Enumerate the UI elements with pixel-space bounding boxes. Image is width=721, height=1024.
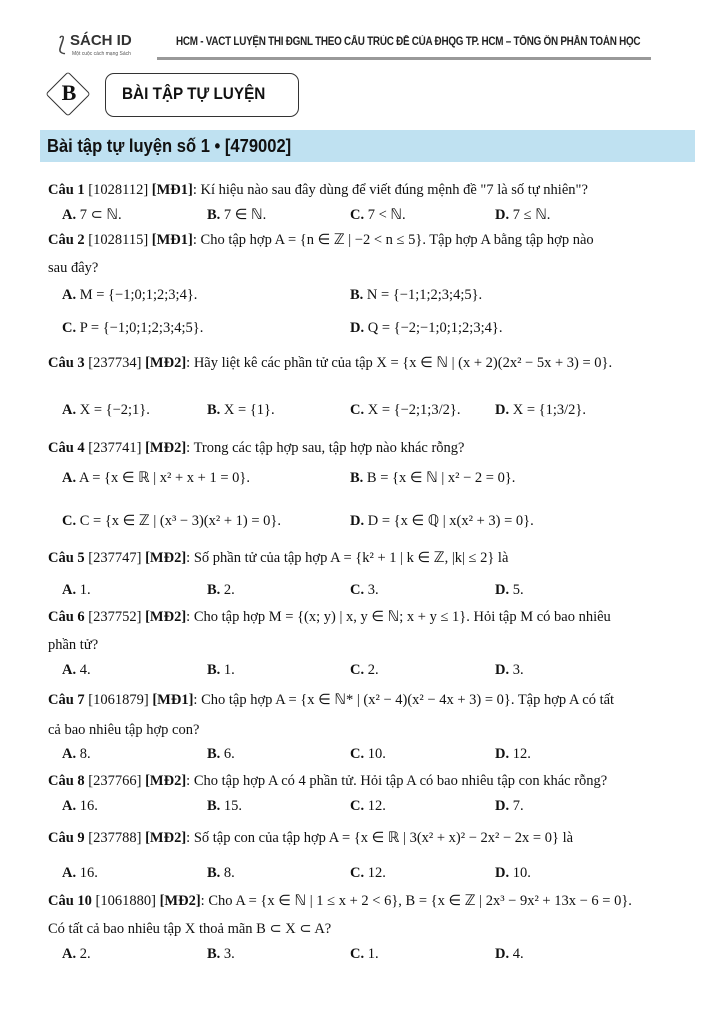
question-id: [237741] (88, 440, 142, 456)
section-title: BÀI TẬP TỰ LUYỆN (122, 84, 266, 103)
book-icon: ⟅ (58, 34, 66, 56)
answer-option[interactable] (350, 287, 482, 304)
option-value: X = {−2;1}. (79, 402, 150, 418)
question-text-cont: cả bao nhiêu tập hợp con? (48, 722, 200, 738)
answer-option[interactable] (62, 402, 150, 419)
question-text: : Cho tập hợp M = {(x; y) | x, y ∈ ℕ; x + y ≤ 1}. Hỏi tập M có bao nhiêu (186, 609, 611, 625)
option-letter: B. (207, 865, 221, 881)
question-text: : Hãy liệt kê các phần tử của tập X = {x ∈ ℕ | (x + 2)(2x² − 5x + 3) = 0}. (186, 355, 613, 371)
option-value: 7 ∈ ℕ. (223, 207, 267, 223)
option-value: X = {1}. (223, 402, 275, 418)
option-value: 7 < ℕ. (367, 207, 406, 223)
question-id: [237734] (88, 355, 142, 371)
question-text: : Cho A = {x ∈ ℕ | 1 ≤ x + 2 < 6}, B = {x ∈ ℤ | 2x³ − 9x² + 13x − 6 = 0}. (200, 893, 632, 909)
question-line (48, 440, 464, 457)
question-id: [1061880] (95, 893, 156, 909)
option-letter: B. (207, 746, 221, 762)
answer-option[interactable] (62, 798, 98, 815)
option-letter: A. (62, 470, 77, 486)
option-letter: C. (350, 946, 365, 962)
question-line (48, 182, 588, 199)
answer-option[interactable] (350, 662, 379, 679)
logo-text: SÁCH ID (70, 32, 132, 49)
answer-option[interactable] (62, 746, 91, 763)
option-value: 2. (79, 946, 91, 962)
header-divider (157, 57, 651, 60)
answer-option[interactable] (62, 287, 197, 304)
answer-option[interactable] (207, 946, 235, 963)
answer-option[interactable] (62, 662, 91, 679)
question-level: [MĐ1] (151, 232, 193, 248)
option-value: 8. (223, 865, 235, 881)
question-label: Câu 6 (48, 609, 85, 625)
question-line (48, 550, 508, 567)
option-value: 15. (223, 798, 243, 814)
option-value: 7 ⊂ ℕ. (79, 207, 122, 223)
option-value: 5. (512, 582, 524, 598)
option-letter: D. (495, 946, 510, 962)
answer-option[interactable] (350, 320, 502, 337)
exercise-title: Bài tập tự luyện số 1 • [479002] (47, 136, 292, 156)
question-level: [MĐ2] (145, 609, 187, 625)
option-letter: C. (350, 207, 365, 223)
option-value: 10. (512, 865, 531, 881)
answer-option[interactable] (495, 865, 531, 882)
option-letter: B. (207, 582, 221, 598)
answer-option[interactable] (350, 207, 406, 224)
option-value: 2. (367, 662, 379, 678)
question-line (48, 830, 573, 847)
answer-option[interactable] (207, 207, 266, 224)
question-text: : Cho tập hợp A = {n ∈ ℤ | −2 < n ≤ 5}. Tập hợp A bằng tập hợp nào (192, 232, 594, 248)
answer-option[interactable] (62, 946, 91, 963)
answer-option[interactable] (62, 320, 203, 337)
option-letter: B. (207, 207, 221, 223)
question-text-cont: sau đây? (48, 260, 99, 276)
option-letter: B. (207, 662, 221, 678)
answer-option[interactable] (207, 798, 242, 815)
option-letter: D. (495, 798, 510, 814)
question-line (48, 232, 594, 249)
answer-option[interactable] (62, 865, 98, 882)
question-text-cont: Có tất cả bao nhiêu tập X thoả mãn B ⊂ X ⊂ A? (48, 921, 332, 937)
header-title: HCM - VACT LUYỆN THI ĐGNL THEO CẤU TRÚC ĐỀ CỦA ĐHQG TP. HCM – TỔNG ÔN PHẦN TOÁN HỌC (176, 36, 641, 48)
option-letter: A. (62, 287, 77, 303)
answer-option[interactable] (62, 582, 91, 599)
answer-option[interactable] (207, 402, 275, 419)
option-value: 16. (79, 865, 98, 881)
question-text: : Trong các tập hợp sau, tập hợp nào khác rỗng? (186, 440, 465, 456)
option-value: 12. (367, 865, 386, 881)
answer-option[interactable] (62, 207, 122, 224)
question-id: [1028112] (88, 182, 149, 198)
answer-option[interactable] (207, 662, 235, 679)
option-letter: A. (62, 946, 77, 962)
question-id: [237766] (88, 773, 142, 789)
question-id: [237752] (88, 609, 142, 625)
option-value: B = {x ∈ ℕ | x² − 2 = 0}. (366, 470, 516, 486)
option-value: 4. (79, 662, 91, 678)
question-label: Câu 9 (48, 830, 85, 846)
option-letter: D. (495, 207, 510, 223)
answer-option[interactable] (495, 946, 524, 963)
question-text: : Kí hiệu nào sau đây dùng để viết đúng mệnh đề "7 là số tự nhiên"? (192, 182, 588, 198)
option-letter: A. (62, 662, 77, 678)
question-line (48, 893, 632, 910)
answer-option[interactable] (495, 402, 586, 419)
option-letter: D. (495, 402, 510, 418)
answer-option[interactable] (207, 746, 235, 763)
option-letter: D. (350, 513, 365, 529)
option-letter: B. (207, 946, 221, 962)
option-value: N = {−1;1;2;3;4;5}. (366, 287, 483, 303)
option-letter: D. (495, 662, 510, 678)
option-value: D = {x ∈ ℚ | x(x² + 3) = 0}. (367, 513, 534, 529)
question-line (48, 609, 611, 626)
sachid-logo (58, 32, 148, 64)
question-text: : Số phần tử của tập hợp A = {k² + 1 | k ∈ ℤ, |k| ≤ 2} là (186, 550, 509, 566)
option-value: 10. (367, 746, 386, 762)
answer-option[interactable] (350, 470, 515, 487)
option-value: X = {−2;1;3/2}. (367, 402, 461, 418)
question-id: [237788] (88, 830, 142, 846)
option-letter: B. (207, 402, 221, 418)
option-value: M = {−1;0;1;2;3;4}. (79, 287, 198, 303)
option-letter: B. (350, 470, 364, 486)
option-letter: C. (350, 798, 365, 814)
question-text-cont: phần tử? (48, 637, 99, 653)
answer-option[interactable] (495, 746, 531, 763)
option-value: 3. (367, 582, 379, 598)
question-level: [MĐ2] (145, 830, 187, 846)
question-level: [MĐ1] (152, 692, 194, 708)
option-letter: A. (62, 746, 77, 762)
option-letter: D. (350, 320, 365, 336)
option-value: 7. (512, 798, 524, 814)
answer-option[interactable] (350, 746, 386, 763)
option-letter: C. (350, 865, 365, 881)
answer-option[interactable] (62, 513, 281, 530)
question-label: Câu 4 (48, 440, 85, 456)
question-label: Câu 1 (48, 182, 85, 198)
question-label: Câu 10 (48, 893, 92, 909)
option-letter: B. (350, 287, 364, 303)
option-value: 3. (223, 946, 235, 962)
option-value: 2. (223, 582, 235, 598)
option-letter: A. (62, 582, 77, 598)
option-letter: C. (350, 746, 365, 762)
option-value: A = {x ∈ ℝ | x² + x + 1 = 0}. (78, 470, 250, 486)
option-letter: D. (495, 582, 510, 598)
answer-option[interactable] (207, 582, 235, 599)
question-text: : Số tập con của tập hợp A = {x ∈ ℝ | 3(x² + x)² − 2x² − 2x = 0} là (186, 830, 574, 846)
option-value: 4. (512, 946, 524, 962)
question-text: : Cho tập hợp A = {x ∈ ℕ* | (x² − 4)(x² − 4x + 3) = 0}. Tập hợp A có tất (193, 692, 615, 708)
section-letter: B (61, 80, 77, 105)
option-value: 12. (367, 798, 386, 814)
answer-option[interactable] (350, 582, 379, 599)
answer-option[interactable] (350, 513, 534, 530)
option-value: 8. (79, 746, 91, 762)
question-line (48, 355, 612, 372)
option-value: 7 ≤ ℕ. (512, 207, 551, 223)
option-letter: C. (62, 320, 77, 336)
option-letter: C. (350, 662, 365, 678)
question-level: [MĐ2] (145, 355, 187, 371)
option-value: 1. (367, 946, 379, 962)
option-value: P = {−1;0;1;2;3;4;5}. (79, 320, 204, 336)
answer-option[interactable] (495, 798, 524, 815)
question-id: [237747] (88, 550, 142, 566)
option-letter: A. (62, 207, 77, 223)
answer-option[interactable] (350, 865, 386, 882)
question-label: Câu 2 (48, 232, 85, 248)
option-letter: A. (62, 865, 77, 881)
question-level: [MĐ2] (159, 893, 201, 909)
question-label: Câu 3 (48, 355, 85, 371)
option-value: Q = {−2;−1;0;1;2;3;4}. (367, 320, 503, 336)
option-value: 1. (223, 662, 235, 678)
answer-option[interactable] (350, 798, 386, 815)
question-id: [1061879] (88, 692, 149, 708)
option-letter: A. (62, 402, 77, 418)
question-label: Câu 5 (48, 550, 85, 566)
question-level: [MĐ2] (145, 550, 187, 566)
question-level: [MĐ1] (151, 182, 193, 198)
question-level: [MĐ2] (145, 440, 187, 456)
option-letter: A. (62, 798, 77, 814)
answer-option[interactable] (62, 470, 250, 487)
option-value: 12. (512, 746, 531, 762)
answer-option[interactable] (350, 402, 460, 419)
answer-option[interactable] (495, 207, 550, 224)
question-line (48, 773, 607, 790)
question-label: Câu 7 (48, 692, 85, 708)
option-letter: C. (350, 402, 365, 418)
option-letter: D. (495, 865, 510, 881)
answer-option[interactable] (350, 946, 379, 963)
answer-option[interactable] (495, 582, 524, 599)
answer-option[interactable] (495, 662, 524, 679)
option-value: C = {x ∈ ℤ | (x³ − 3)(x² + 1) = 0}. (79, 513, 281, 529)
option-letter: C. (62, 513, 77, 529)
option-value: 6. (223, 746, 235, 762)
question-id: [1028115] (88, 232, 149, 248)
option-letter: B. (207, 798, 221, 814)
option-value: 3. (512, 662, 524, 678)
option-letter: D. (495, 746, 510, 762)
question-text: : Cho tập hợp A có 4 phần tử. Hỏi tập A có bao nhiêu tập con khác rỗng? (186, 773, 608, 789)
question-line (48, 692, 614, 709)
question-level: [MĐ2] (145, 773, 187, 789)
answer-option[interactable] (207, 865, 235, 882)
option-value: X = {1;3/2}. (512, 402, 586, 418)
option-value: 1. (79, 582, 91, 598)
question-label: Câu 8 (48, 773, 85, 789)
option-letter: C. (350, 582, 365, 598)
option-value: 16. (79, 798, 98, 814)
logo-tagline: Một cuộc cách mạng Sách (72, 51, 131, 57)
